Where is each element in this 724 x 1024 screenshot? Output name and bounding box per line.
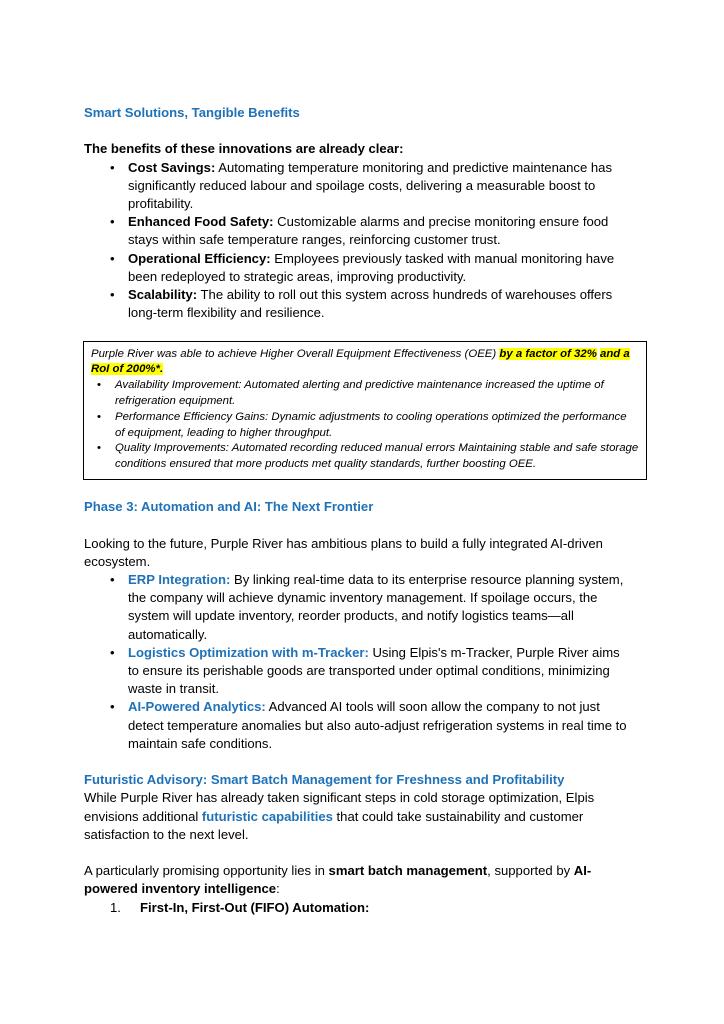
bullet-text: The ability to roll out this system across hundreds of warehouses offers long-term flexibility and resilience. [128,287,613,321]
bullet-text: Customizable alarms and precise monitoring ensure food stays within safe temperature ranges, reinforcing customer trust. [128,214,609,248]
paragraph-text-part1: While Purple River has already taken significant steps in cold storage optimization, Elpis envisions additional [84,790,595,824]
bullet-text: Employees previously tasked with manual monitoring have been redeployed to strategic areas, improving productivity. [128,250,615,284]
spacer [84,122,632,140]
heading-phase-3: Phase 3: Automation and AI: The Next Frontier [84,499,374,515]
list-item [84,159,632,214]
inline-emphasis-futuristic-capabilities: futuristic capabilities [201,808,333,824]
list-item [84,571,632,644]
bullet-label: Enhanced Food Safety: [128,214,274,230]
bullet-label-logistics-optimization: Logistics Optimization with m-Tracker: [128,644,369,660]
bullet-label-erp-integration: ERP Integration: [128,571,231,587]
list-item [84,286,632,322]
list-item [91,441,639,473]
bullet-label-ai-powered-analytics: AI-Powered Analytics: [128,699,266,715]
list-item [84,899,632,917]
spacer [84,516,632,534]
callout-box-oee-results [83,341,647,480]
numbered-item-label: First-In, First-Out (FIFO) Automation: [140,899,370,915]
smart-batch-numbered-list [84,899,632,917]
list-item [91,378,639,410]
bullet-text: By linking real-time data to its enterprise resource planning system, the company will achieve dynamic inventory management. If spoilage occurs, the system will update inventory, reorder products, and notify logistics teams—all automatically. [128,571,624,642]
callout-bullet-text: Automated recording reduced manual errors Maintaining stable and safe storage conditions ensured that more products met quality standards, further boosting OEE. [115,442,639,471]
callout-bullet-label: Availability Improvement: [115,379,242,392]
benefits-bullet-list [84,159,632,323]
list-item [84,250,632,286]
bullet-label: Cost Savings: [128,159,216,175]
bullet-label: Operational Efficiency: [128,250,271,266]
list-item [91,410,639,442]
spacer [84,480,632,498]
spacer [84,844,632,862]
benefits-lead-paragraph: The benefits of these innovations are already clear: [84,141,404,157]
highlight-factor-32: by a factor of 32% [499,347,597,360]
callout-bullet-label: Performance Efficiency Gains: [115,410,269,423]
spacer [84,322,632,340]
document-body [84,104,639,917]
heading-smart-solutions: Smart Solutions, Tangible Benefits [84,105,300,120]
bullet-text: Automating temperature monitoring and predictive maintenance has significantly reduced labour and spoilage costs, delivering a measurable boost to profitability. [128,159,612,211]
callout-intro [91,347,639,379]
paragraph-text-part2: , supported by [487,863,574,879]
spacer [84,753,632,771]
list-item [84,644,632,699]
callout-bullet-list [91,378,639,473]
bullet-label: Scalability: [128,287,198,303]
callout-bullet-text: Automated alerting and predictive maintenance increased the uptime of refrigeration equipment. [115,379,604,407]
heading-futuristic-advisory: Futuristic Advisory: Smart Batch Management for Freshness and Profitability [84,772,565,788]
list-item [84,698,632,753]
highlight-roi-200: and a RoI of 200%*. [91,347,630,376]
futuristic-advisory-paragraph [84,789,632,844]
inline-emphasis-ai-powered-inventory-intelligence: AI-powered inventory intelligence [84,863,592,897]
callout-intro-text: Purple River was able to achieve Higher Overall Equipment Effectiveness (OEE) [91,347,500,360]
inline-emphasis-smart-batch-management: smart batch management [328,863,488,879]
bullet-text: Advanced AI tools will soon allow the company to not just detect temperature anomalies but also auto-adjust refrigeration systems in real time to maintain safe conditions. [128,699,627,751]
callout-bullet-text: Dynamic adjustments to cooling operations optimized the performance of equipment, leading to higher throughput. [115,410,627,439]
phase3-bullet-list [84,571,632,753]
smart-batch-paragraph [84,862,632,898]
paragraph-text-part3: : [276,881,280,897]
bullet-text: Using Elpis's m-Tracker, Purple River aims to ensure its perishable goods are transported under optimal conditions, minimizing waste in transit. [128,644,620,697]
paragraph-text-part2: that could take sustainability and customer satisfaction to the next level. [84,808,584,842]
list-item [84,213,632,249]
paragraph-text-part1: A particularly promising opportunity lies in [84,863,329,879]
phase3-lead-paragraph: Looking to the future, Purple River has ambitious plans to build a fully integrated AI-driven ecosystem. [84,535,603,569]
callout-bullet-label: Quality Improvements: [115,442,229,455]
